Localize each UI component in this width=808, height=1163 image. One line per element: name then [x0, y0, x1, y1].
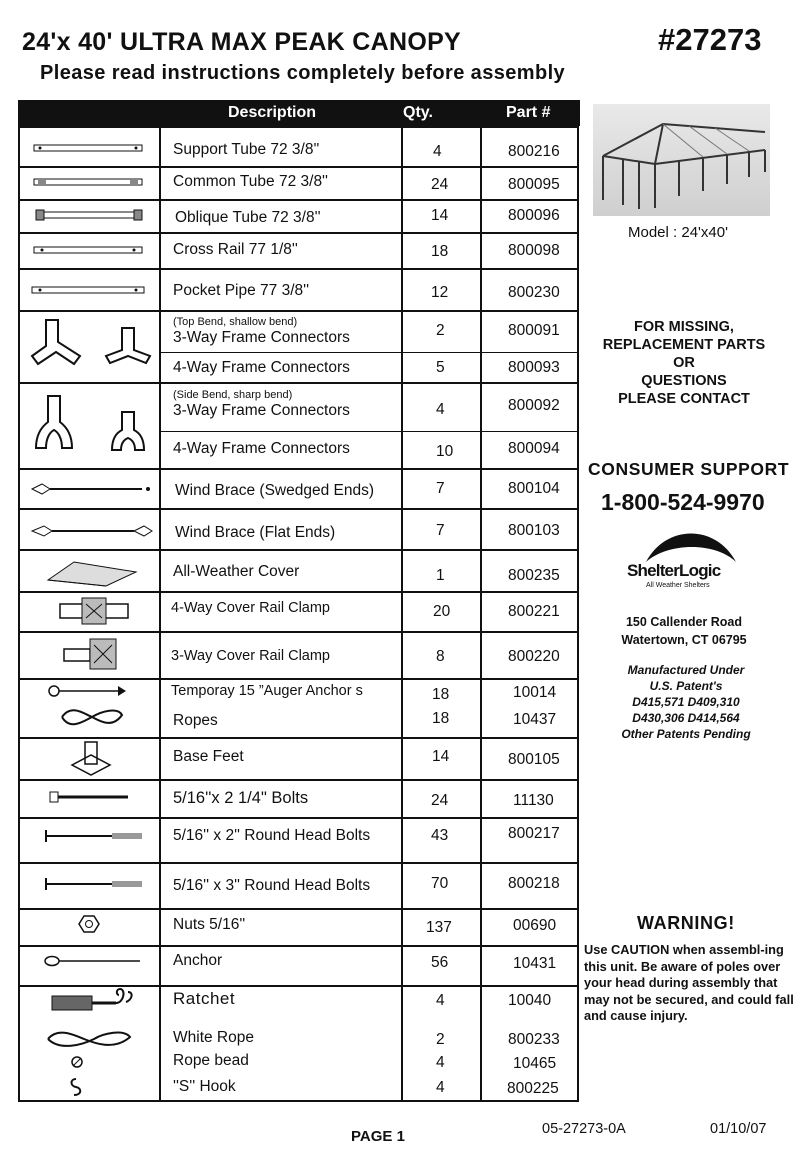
part-description: 3-Way Frame Connectors	[173, 329, 350, 346]
table-header	[18, 100, 580, 126]
part-note: (Side Bend, sharp bend)	[173, 389, 293, 401]
part-description: Wind Brace (Flat Ends)	[175, 524, 336, 541]
three-way-clamp-icon	[60, 637, 130, 671]
part-description: 3-Way Frame Connectors	[173, 402, 350, 419]
canopy-frame-icon	[593, 104, 770, 216]
part-qty: 4	[436, 1079, 445, 1096]
contact-line: FOR MISSING,	[634, 319, 734, 335]
part-number: 10014	[513, 684, 557, 701]
part-qty: 8	[436, 648, 445, 665]
four-way-clamp-icon	[54, 596, 134, 626]
patent-block	[600, 662, 772, 742]
part-column-header: Part #	[506, 104, 551, 121]
part-number: 800225	[507, 1080, 559, 1097]
common-tube-icon	[32, 176, 144, 188]
contact-line: REPLACEMENT PARTS	[602, 337, 766, 353]
part-qty: 56	[431, 954, 449, 971]
address-block	[604, 613, 764, 649]
top-bend-connector-icon	[26, 314, 154, 366]
part-number: 10431	[513, 955, 557, 972]
qty-column-header: Qty.	[403, 104, 433, 121]
part-qty: 18	[432, 686, 450, 703]
page-title: 24'x 40' ULTRA MAX PEAK CANOPY	[22, 28, 462, 56]
part-number: 10040	[508, 992, 552, 1009]
part-number: 800104	[508, 480, 560, 497]
document-date: 01/10/07	[710, 1121, 767, 1137]
part-qty: 24	[431, 792, 449, 809]
warning-title: WARNING!	[637, 913, 735, 933]
part-description: Cross Rail 77 1/8''	[173, 241, 298, 258]
part-qty: 4	[436, 1054, 445, 1071]
part-description: 4-Way Frame Connectors	[173, 359, 350, 376]
patent-line: D415,571 D409,310	[632, 695, 740, 709]
white-rope-icon	[42, 1027, 142, 1051]
part-number: 800094	[508, 440, 560, 457]
part-description: Base Feet	[173, 748, 244, 765]
part-number: 800218	[508, 875, 560, 892]
description-column-header: Description	[228, 104, 317, 121]
part-qty: 137	[426, 919, 452, 936]
part-description: Wind Brace (Swedged Ends)	[175, 482, 375, 499]
part-number: 800103	[508, 522, 560, 539]
part-number: 800235	[508, 567, 560, 584]
part-description: Ratchet	[173, 989, 236, 1008]
part-qty: 43	[431, 827, 449, 844]
bolt-icon	[48, 790, 132, 804]
contact-line: OR	[673, 355, 695, 371]
part-number: 800220	[508, 648, 560, 665]
part-qty: 18	[432, 710, 450, 727]
address-line: 150 Callender Road	[625, 615, 742, 629]
part-description: Temporay 15 ”Auger Anchor s	[171, 683, 363, 699]
part-number: 800233	[508, 1031, 560, 1048]
anchor-stake-icon	[42, 954, 142, 968]
ratchet-icon	[46, 984, 142, 1016]
part-number: 800221	[508, 603, 560, 620]
part-number: 800091	[508, 322, 560, 339]
patent-line: U.S. Patent's	[649, 679, 723, 693]
contact-line: PLEASE CONTACT	[618, 391, 750, 407]
part-qty: 4	[433, 143, 442, 160]
round-head-bolt-long-icon	[42, 876, 146, 892]
part-qty: 7	[436, 522, 445, 539]
part-qty: 7	[436, 480, 445, 497]
auger-anchor-icon	[46, 683, 130, 699]
part-number: 800093	[508, 359, 560, 376]
part-qty: 1	[436, 567, 445, 584]
cross-rail-icon	[32, 244, 144, 256]
part-number: 800217	[508, 825, 560, 842]
part-description: White Rope	[173, 1029, 254, 1046]
canopy-photo	[593, 104, 770, 216]
hex-nut-icon	[78, 914, 100, 934]
part-description: Support Tube 72 3/8''	[173, 141, 320, 158]
consumer-support-label: CONSUMER SUPPORT	[588, 459, 790, 479]
contact-block	[584, 318, 784, 408]
page-number: PAGE 1	[351, 1128, 405, 1145]
base-foot-icon	[68, 739, 114, 779]
part-qty: 5	[436, 359, 445, 376]
part-qty: 2	[436, 322, 445, 339]
part-number: 800105	[508, 751, 560, 768]
part-description: Oblique Tube 72 3/8''	[175, 209, 321, 226]
part-description: Rope bead	[173, 1052, 249, 1069]
round-head-bolt-icon	[42, 828, 146, 844]
part-description: 5/16'' x 2'' Round Head Bolts	[173, 827, 371, 844]
side-bend-connector-icon	[26, 390, 154, 456]
part-description: 4-Way Frame Connectors	[173, 440, 350, 457]
part-qty: 10	[436, 443, 454, 460]
part-description: Pocket Pipe 77 3/8''	[173, 282, 310, 299]
part-number: 800230	[508, 284, 560, 301]
patent-line: Manufactured Under	[627, 663, 745, 677]
product-number: #27273	[658, 22, 762, 57]
pocket-pipe-icon	[30, 284, 146, 296]
warning-text: Use CAUTION when assembl-ing this unit. Be aware of poles over your head during assembly that may not be secured, and could fall and cause injury.	[584, 942, 794, 1023]
model-caption: Model : 24'x40'	[628, 224, 728, 241]
part-description: Nuts 5/16''	[173, 916, 246, 933]
rope-coil-icon	[58, 706, 128, 728]
part-number: 10437	[513, 711, 557, 728]
part-number: 800096	[508, 207, 560, 224]
part-qty: 14	[431, 207, 449, 224]
wind-brace-swedged-icon	[30, 482, 154, 496]
part-description: 5/16'' x 3'' Round Head Bolts	[173, 877, 371, 894]
part-description: All-Weather Cover	[173, 563, 300, 580]
part-qty: 14	[432, 748, 450, 765]
subtitle: Please read instructions completely before assembly	[40, 62, 566, 84]
address-line: Watertown, CT 06795	[621, 633, 747, 647]
part-qty: 12	[431, 284, 449, 301]
part-description: Ropes	[173, 712, 218, 729]
part-number: 800092	[508, 397, 560, 414]
brand-tagline: All Weather Shelters	[646, 582, 710, 589]
part-number: 800095	[508, 176, 560, 193]
support-phone: 1-800-524-9970	[601, 489, 765, 515]
part-qty: 18	[431, 243, 449, 260]
part-qty: 2	[436, 1031, 445, 1048]
part-description: 4-Way Cover Rail Clamp	[171, 600, 330, 616]
part-number: 800098	[508, 242, 560, 259]
part-description: Anchor	[173, 952, 223, 969]
part-note: (Top Bend, shallow bend)	[173, 316, 298, 328]
patent-line: Other Patents Pending	[621, 727, 751, 741]
part-qty: 4	[436, 992, 445, 1009]
parts-table	[18, 126, 579, 1102]
document-code: 05-27273-0A	[542, 1121, 626, 1137]
brand-logo-text: ShelterLogic	[627, 561, 721, 580]
part-description: Common Tube 72 3/8''	[173, 173, 328, 190]
part-description: ''S'' Hook	[173, 1078, 236, 1095]
support-tube-icon	[32, 142, 144, 154]
s-hook-icon	[66, 1076, 82, 1098]
part-number: 800216	[508, 143, 560, 160]
part-number: 00690	[513, 917, 557, 934]
patent-line: D430,306 D414,564	[632, 711, 740, 725]
oblique-tube-icon	[34, 208, 144, 222]
part-description: 3-Way Cover Rail Clamp	[171, 648, 330, 664]
part-number: 11130	[513, 792, 554, 809]
part-qty: 20	[433, 603, 451, 620]
rope-bead-icon	[70, 1055, 84, 1069]
wind-brace-flat-icon	[30, 524, 154, 538]
part-description: 5/16''x 2 1/4" Bolts	[173, 789, 309, 807]
part-number: 10465	[513, 1055, 557, 1072]
all-weather-cover-icon	[44, 558, 140, 588]
part-qty: 24	[431, 176, 449, 193]
part-qty: 70	[431, 875, 449, 892]
part-qty: 4	[436, 401, 445, 418]
contact-line: QUESTIONS	[641, 373, 727, 389]
